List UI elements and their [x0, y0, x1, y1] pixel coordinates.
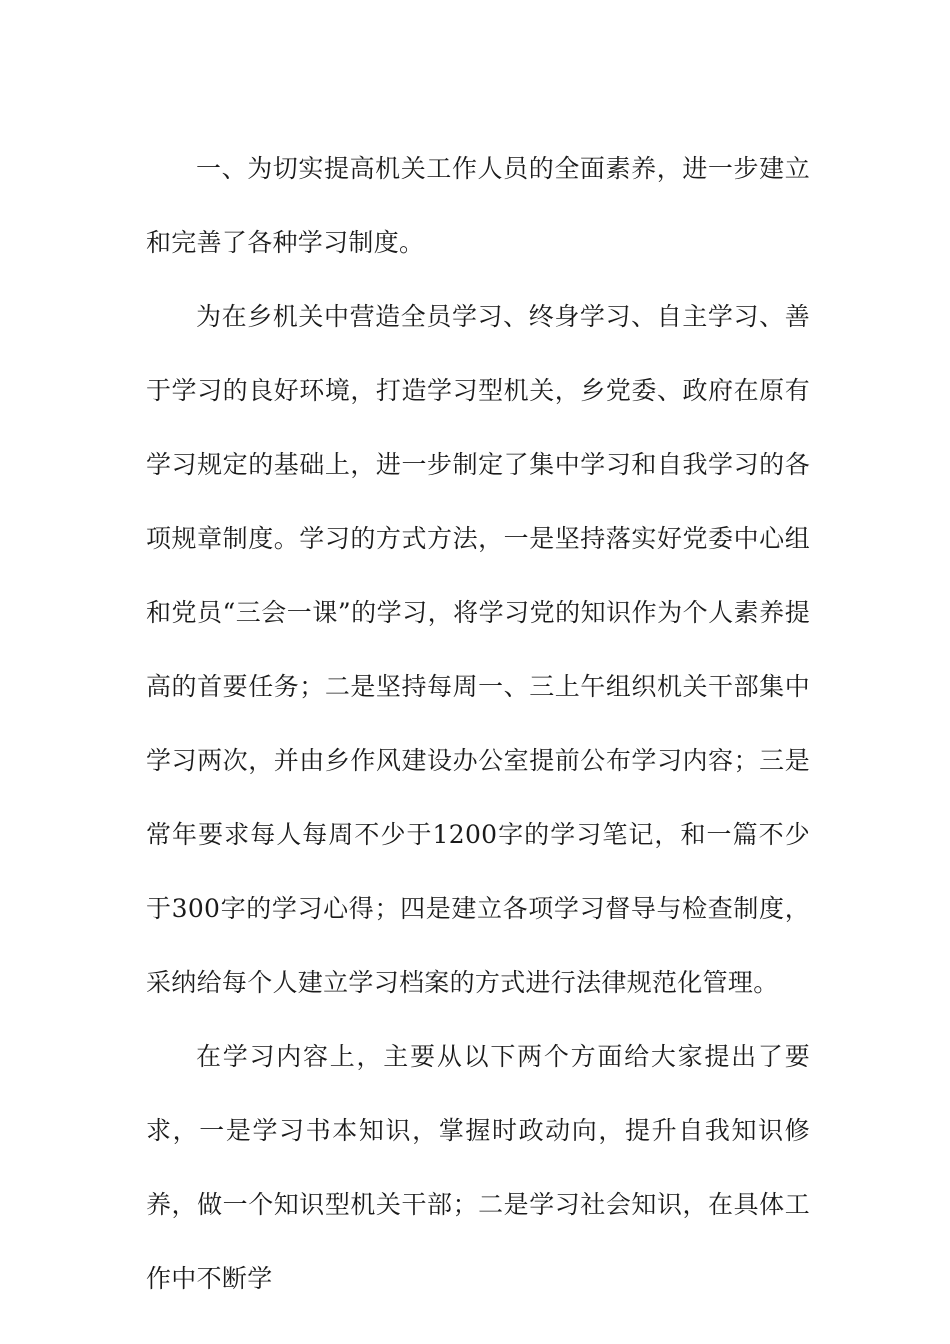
paragraph-2: 为在乡机关中营造全员学习、终身学习、自主学习、善于学习的良好环境，打造学习型机关，乡党委、政府在原有学习规定的基础上，进一步制定了集中学习和自我学习的各项规章制度。学习的方式方法，一是坚持落实好党委中心组和党员“三会一课”的学习，将学习党的知识作为个人素养提高的首要任务；二是坚持每周一、三上午组织机关干部集中学习两次，并由乡作风建设办公室提前公布学习内容；三是常年要求每人每周不少于1200字的学习笔记，和一篇不少于300字的学习心得；四是建立各项学习督导与检查制度，采纳给每个人建立学习档案的方式进行法律规范化管理。	[146, 302, 810, 997]
paragraph-3: 在学习内容上，主要从以下两个方面给大家提出了要求，一是学习书本知识，掌握时政动向，提升自我知识修养，做一个知识型机关干部；二是学习社会知识，在具体工作中不断学	[146, 1042, 810, 1293]
document-body	[146, 132, 810, 1316]
paragraph-1: 一、为切实提高机关工作人员的全面素养，进一步建立和完善了各种学习制度。	[146, 154, 810, 257]
